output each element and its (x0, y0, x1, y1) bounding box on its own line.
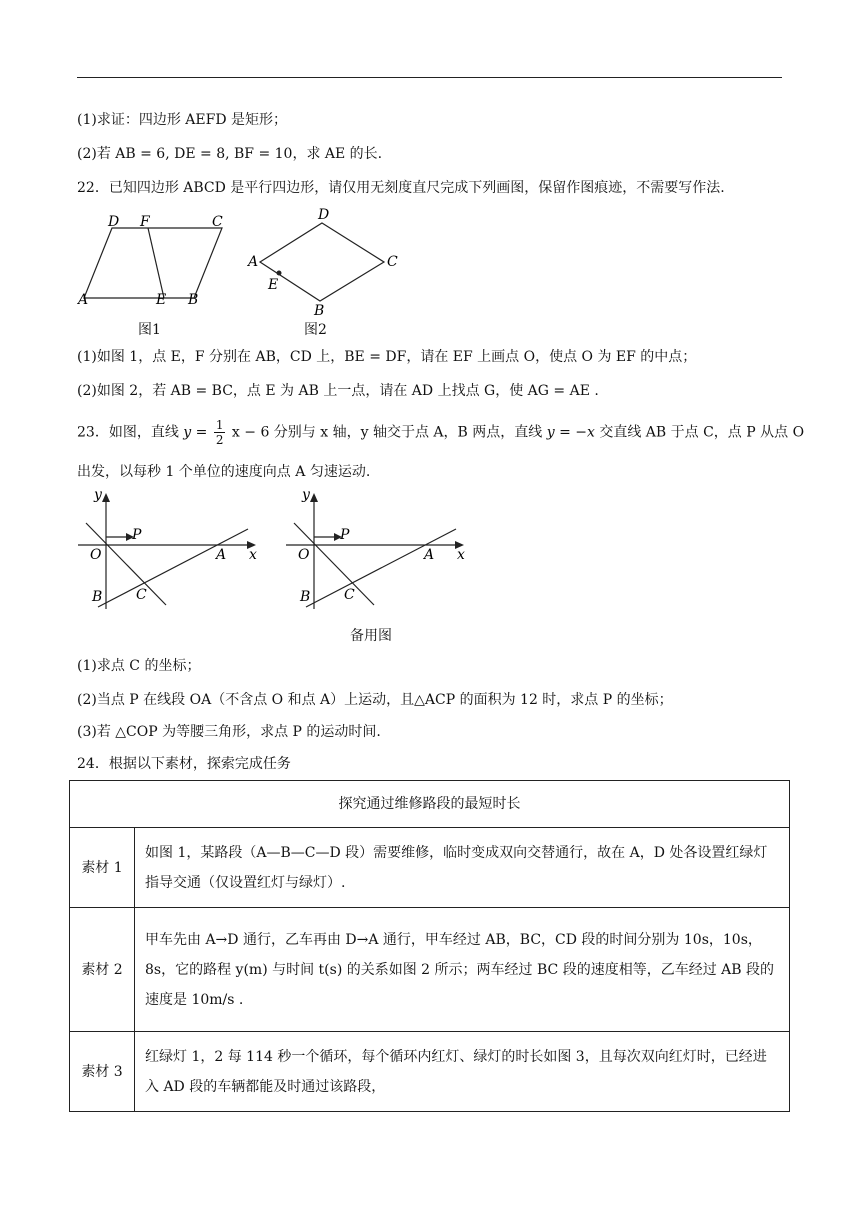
q23-stem-a: 23．如图，直线 (77, 424, 179, 441)
q23-stem-b: 交直线 AB 于点 C，点 P 从点 O (599, 424, 805, 441)
row-label: 素材 2 (70, 908, 135, 1032)
q23-eq2: y = −x (546, 424, 595, 441)
row-content: 红绿灯 1，2 每 114 秒一个循环，每个循环内红灯、绿灯的时长如图 3，且每次双向红灯时，已经进入 AD 段的车辆都能及时通过该路段， (135, 1032, 790, 1112)
backup-label-C: C (344, 587, 355, 603)
fig1-label-D: D (108, 214, 120, 230)
fig-label-x: x (249, 547, 257, 563)
fig1-label-B: B (188, 292, 199, 308)
q21-part2: (2)若 AB = 6, DE = 8, BF = 10，求 AE 的长. (77, 146, 383, 162)
backup-label-O: O (298, 547, 310, 563)
fig2-caption: 图2 (304, 322, 327, 338)
fig2-label-D: D (318, 207, 330, 223)
fig1-label-C: C (212, 214, 223, 230)
backup-label-A: A (424, 547, 435, 563)
fig1-caption: 图1 (138, 322, 161, 338)
backup-label-B: B (300, 589, 311, 605)
fraction-denominator: 2 (215, 433, 224, 447)
table-header-row (70, 781, 790, 828)
fraction-numerator: 1 (215, 418, 224, 432)
backup-label-P: P (340, 527, 350, 543)
table-row (70, 828, 790, 908)
row-content: 如图 1，某路段（A—B—C—D 段）需要维修，临时变成双向交替通行，故在 A，D 处各设置红绿灯指导交通（仅设置红灯与绿灯）. (135, 828, 790, 908)
fig1-label-A: A (78, 292, 89, 308)
fig-label-O: O (90, 547, 102, 563)
fig-label-y: y (94, 487, 102, 503)
q23-eq-y: y = (183, 424, 208, 441)
q24-material-table (69, 780, 790, 1112)
q24-stem: 24．根据以下素材，探索完成任务 (77, 756, 291, 772)
q23-eq-rest: x − 6 分别与 x 轴，y 轴交于点 A，B 两点，直线 (231, 424, 543, 441)
fig-label-B: B (92, 589, 103, 605)
table-row (70, 908, 790, 1032)
q21-part1: (1)求证：四边形 AEFD 是矩形； (77, 112, 287, 128)
q22-figure-2 (244, 205, 404, 317)
fig1-label-E: E (156, 292, 167, 308)
table-row (70, 1032, 790, 1112)
fig2-label-E: E (268, 277, 279, 293)
q22-stem: 22．已知四边形 ABCD 是平行四边形，请仅用无刻度直尺完成下列画图，保留作图痕迹，不需要写作法. (77, 180, 725, 196)
q23-figure-main (74, 483, 264, 613)
fig-label-A: A (216, 547, 227, 563)
row-content: 甲车先由 A→D 通行，乙车再由 D→A 通行，甲车经过 AB，BC，CD 段的时间分别为 10s，10s，8s，它的路程 y(m) 与时间 t(s) 的关系如图 2 所示；两车经过 BC 段的速度相等，乙车经过 AB 段的速度是 10m/s . (135, 908, 790, 1032)
q23-part3: (3)若 △COP 为等腰三角形，求点 P 的运动时间. (77, 724, 381, 740)
q23-part2: (2)当点 P 在线段 OA（不含点 O 和点 A）上运动，且△ACP 的面积为 12 时，求点 P 的坐标； (77, 692, 673, 708)
q23-stem-line2: 出发，以每秒 1 个单位的速度向点 A 匀速运动. (77, 464, 371, 480)
header-rule (77, 77, 782, 78)
q22-part1: (1)如图 1，点 E，F 分别在 AB，CD 上，BE = DF，请在 EF 上画点 O，使点 O 为 EF 的中点； (77, 349, 697, 365)
q23-part1: (1)求点 C 的坐标； (77, 658, 201, 674)
q22-figure-1 (74, 212, 234, 310)
backup-label-y: y (302, 487, 310, 503)
fig2-label-C: C (387, 254, 398, 270)
table-title: 探究通过维修路段的最短时长 (70, 781, 790, 828)
backup-caption: 备用图 (350, 628, 392, 644)
q23-stem-line1 (77, 418, 804, 458)
q23-figure-backup (282, 483, 472, 613)
row-label: 素材 3 (70, 1032, 135, 1112)
fig-label-C: C (136, 587, 147, 603)
q23-fraction (214, 418, 226, 447)
fig-label-P: P (132, 527, 142, 543)
q22-part2: (2)如图 2，若 AB = BC，点 E 为 AB 上一点，请在 AD 上找点 G，使 AG = AE . (77, 383, 599, 399)
row-label: 素材 1 (70, 828, 135, 908)
fig1-label-F: F (140, 214, 150, 230)
fig2-label-B: B (314, 303, 325, 317)
backup-label-x: x (457, 547, 465, 563)
fig2-label-A: A (248, 254, 259, 270)
